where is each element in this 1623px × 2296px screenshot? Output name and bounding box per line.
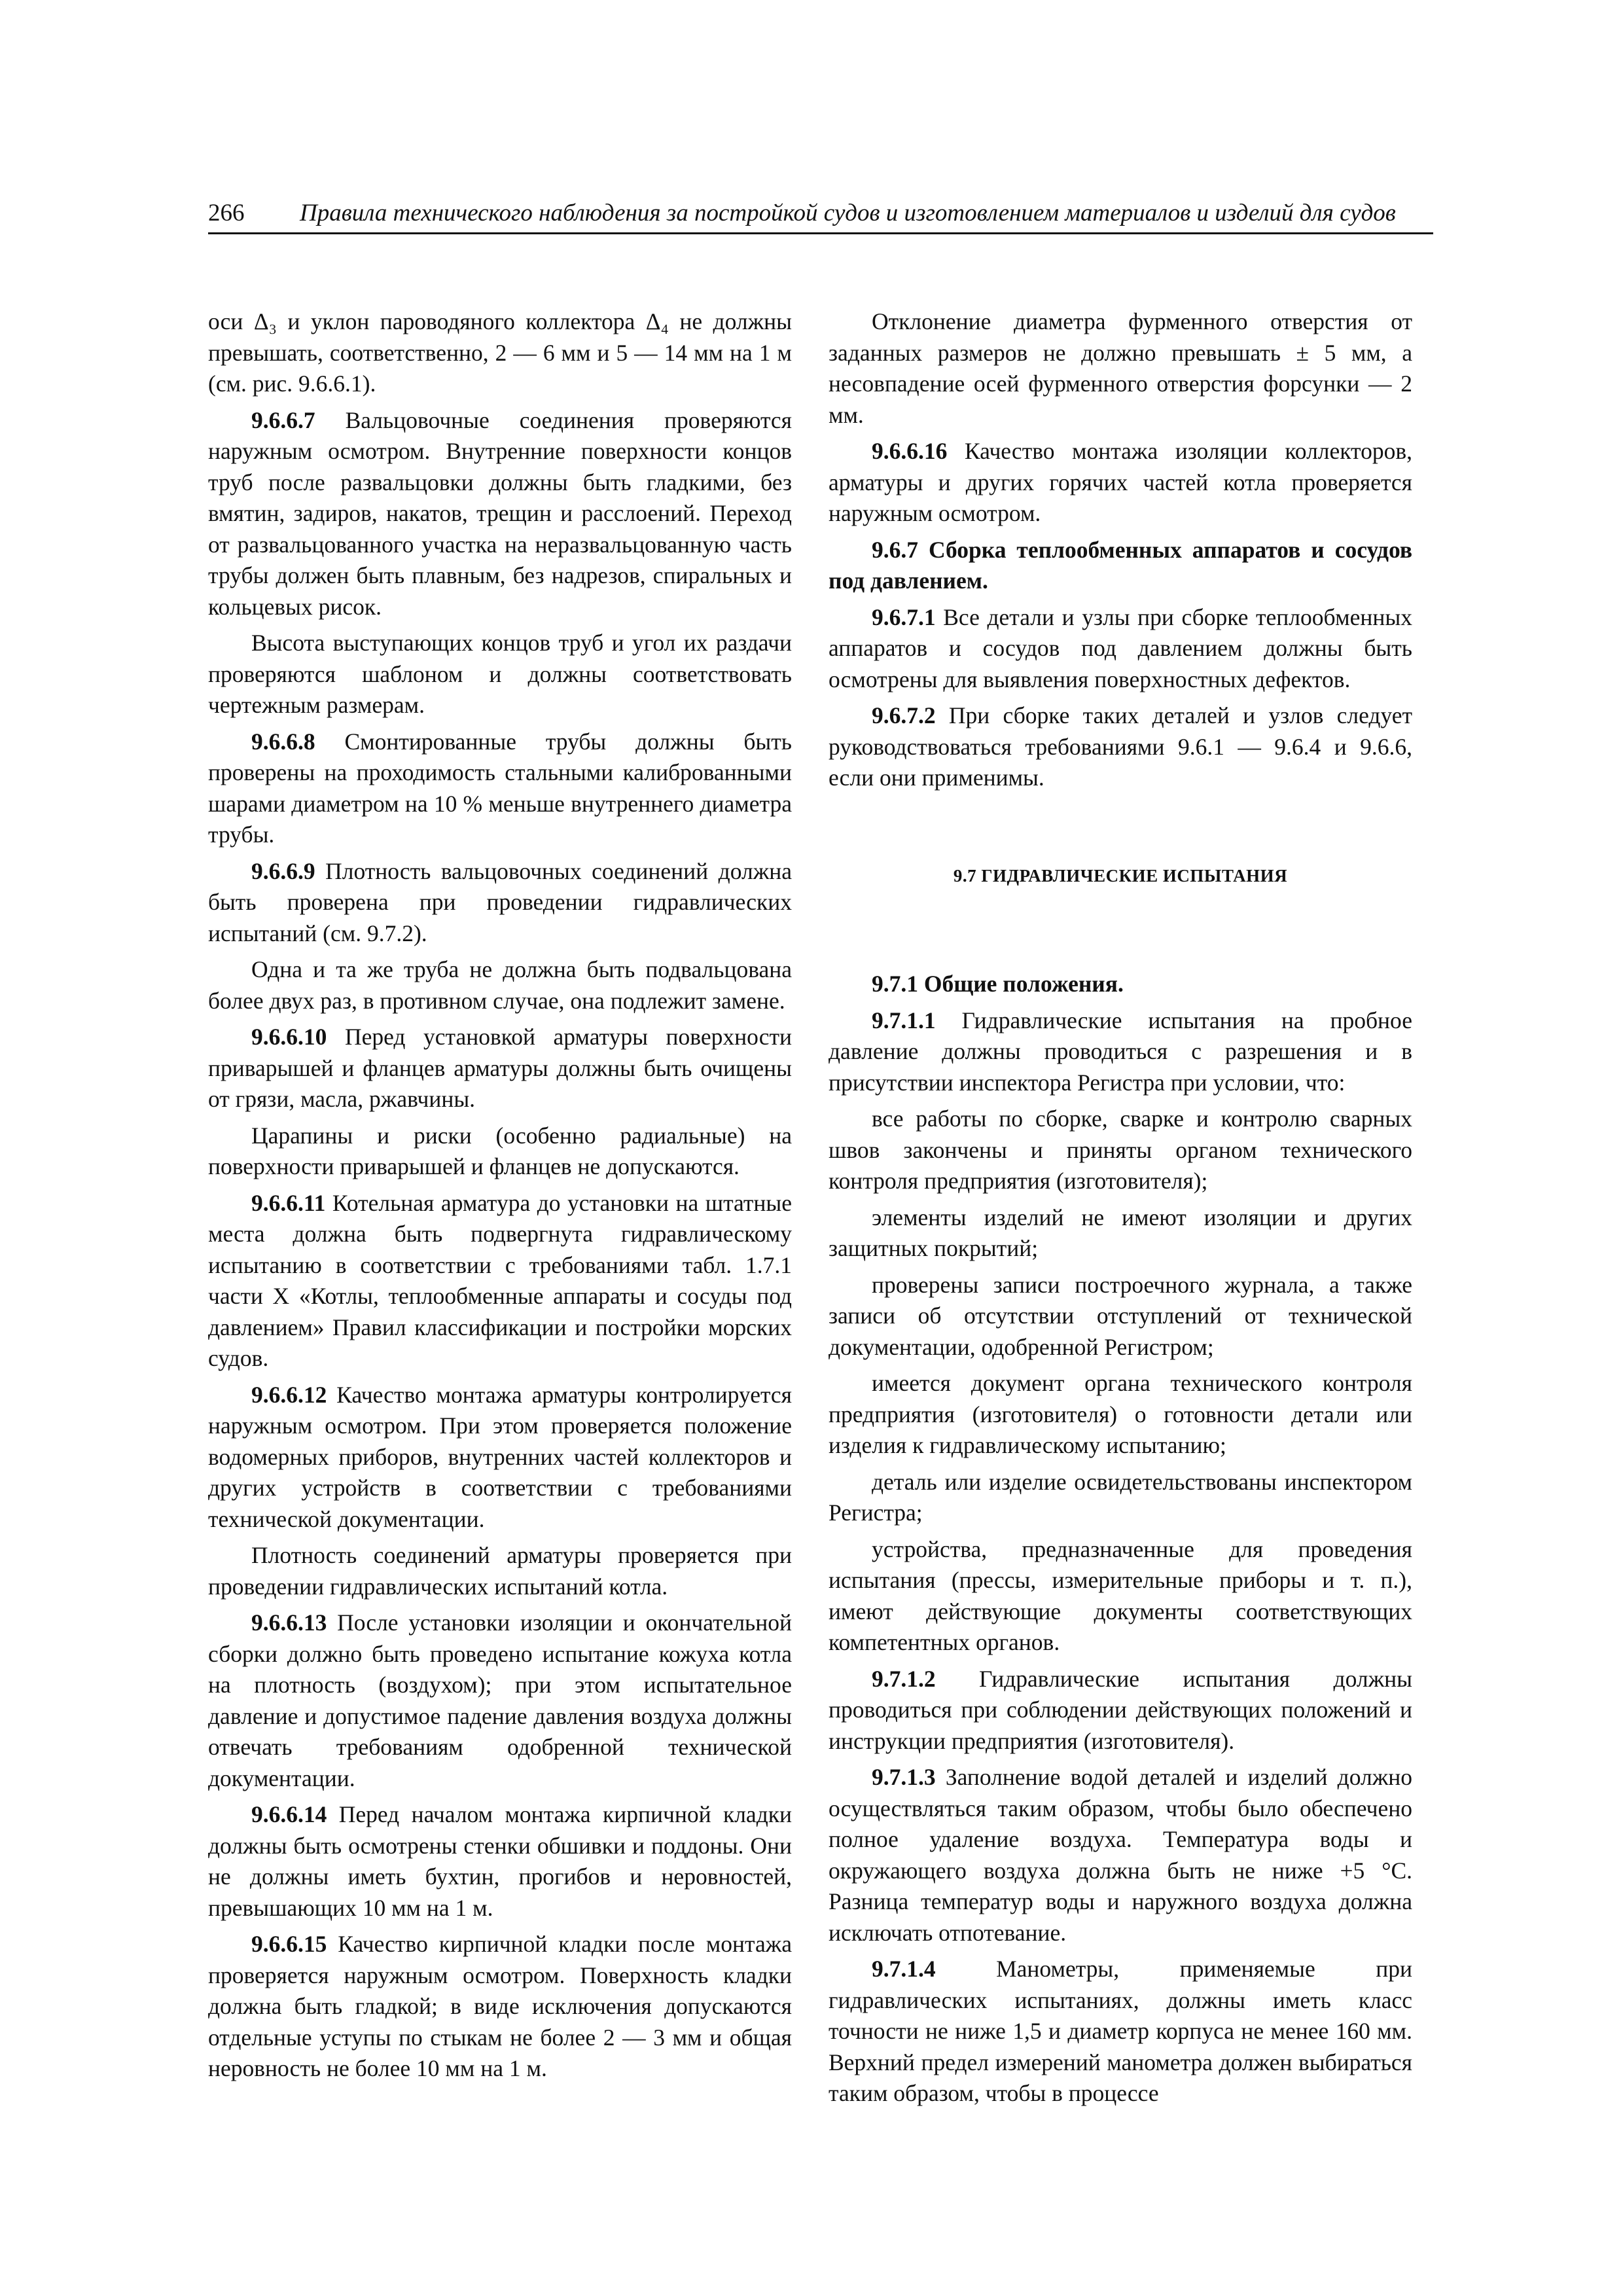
paragraph (829, 700, 1412, 794)
clause-number: 9.6.6.15 (251, 1931, 327, 1957)
paragraph-text: проверены записи построечного журнала, а также записи об отсутствии отступлений от технической документации, одобренной Регистром; (829, 1271, 1412, 1360)
paragraph (829, 602, 1412, 696)
paragraph (208, 1540, 792, 1602)
clause-number: 9.7.1.2 (872, 1665, 936, 1692)
paragraph-text: Заполнение водой деталей и изделий должно осуществляться таким образом, чтобы было обеспечено полное удаление воздуха. Температура воды и окружающего воздуха должна быть не ниже +5 °С. Разница температур воды и наружного воздуха должна исключать отпотевание. (829, 1764, 1412, 1946)
clause-number: 9.7.1.1 (872, 1007, 936, 1033)
paragraph-text: Все детали и узлы при сборке теплообменных аппаратов и сосудов под давлением должны быть осмотрены для выявления поверхностных дефектов. (829, 603, 1412, 692)
paragraph (829, 1202, 1412, 1265)
clause-number: 9.6.6.11 (251, 1189, 326, 1216)
paragraph (829, 969, 1412, 1000)
clause-number: 9.6.7.2 (872, 702, 936, 728)
clause-number: 9.6.7.1 (872, 603, 936, 630)
left-column (208, 306, 792, 2090)
paragraph-text: Вальцовочные соединения проверяются наружным осмотром. Внутренние поверхности концов труб после развальцовки должны быть гладкими, без вмятин, задиров, накатов, трещин и расслоений. Переход от развальцованного участка на неразвальцованную часть трубы должен быть плавным, без надрезов, спиральных и кольцевых рисок. (208, 406, 792, 620)
paragraph-text: Царапины и риски (особенно радиальные) на поверхности приварышей и фланцев не допускаются. (208, 1122, 792, 1179)
paragraph-text: Одна и та же труба не должна быть подвальцована более двух раз, в противном случае, она подлежит замене. (208, 956, 792, 1014)
paragraph-text: Гидравлические испытания на пробное давление должны проводиться с разрешения и в присутствии инспектора Регистра при условии, что: (829, 1007, 1412, 1096)
paragraph (829, 1534, 1412, 1659)
clause-number: 9.6.6.7 (251, 406, 315, 433)
paragraph (829, 1270, 1412, 1363)
paragraph (829, 306, 1412, 431)
paragraph-text: Манометры, применяемые при гидравлических испытаниях, должны иметь класс точности не ниже 1,5 и диаметр корпуса не менее 160 мм. Верхний предел измерений манометра должен выбираться таким образом, чтобы в процессе (829, 1956, 1412, 2106)
paragraph (829, 535, 1412, 597)
paragraph-text: После установки изоляции и окончательной сборки должно быть проведено испытание кожуха котла на плотность (воздухом); при этом испытательное давление и допустимое падение давления воздуха должны отвечать требованиям одобренной технической документации. (208, 1609, 792, 1791)
running-title: Правила технического наблюдения за постройкой судов и изготовлением материалов и изделий для судов (300, 200, 1396, 226)
paragraph (208, 1929, 792, 2085)
clause-number: 9.6.6.8 (251, 728, 315, 755)
paragraph-text: При сборке таких деталей и узлов следует руководствоваться требованиями 9.6.1 — 9.6.4 и 9.6.6, если они применимы. (829, 702, 1412, 791)
paragraph (208, 1022, 792, 1115)
clause-number: 9.7.1 Общие положения. (872, 971, 1124, 997)
header-rule (208, 232, 1433, 234)
paragraph-text: Смонтированные трубы должны быть проверены на проходимость стальными калиброванными шарами диаметром на 10 % меньше внутреннего диаметра трубы. (208, 728, 792, 848)
paragraph (829, 1103, 1412, 1197)
clause-number: 9.7.1.3 (872, 1764, 936, 1790)
paragraph (829, 1368, 1412, 1462)
paragraph (829, 1954, 1412, 2109)
paragraph (208, 1607, 792, 1794)
section-title: 9.7 ГИДРАВЛИЧЕСКИЕ ИСПЫТАНИЯ (953, 865, 1288, 886)
clause-number: 9.6.6.12 (251, 1381, 327, 1408)
paragraph-text: Котельная арматура до установки на штатные места должна быть подвергнута гидравлическому испытанию в соответствии с требованиями табл. 1.7.1 части X «Котлы, теплообменные аппараты и сосуды под давлением» Правил классификации и постройки морских судов. (208, 1189, 792, 1371)
paragraph-text: все работы по сборке, сварке и контролю сварных швов закончены и приняты органом технического контроля предприятия (изготовителя); (829, 1105, 1412, 1194)
page-number: 266 (208, 200, 245, 226)
clause-number: 9.6.7 Сборка теплообменных аппаратов и сосудов под давлением. (829, 536, 1412, 594)
paragraph-text: Плотность соединений арматуры проверяется при проведении гидравлических испытаний котла. (208, 1542, 792, 1600)
clause-number: 9.6.6.14 (251, 1801, 327, 1827)
clause-number: 9.6.6.13 (251, 1609, 327, 1636)
paragraph-text: Перед установкой арматуры поверхности приварышей и фланцев арматуры должны быть очищены от грязи, масла, ржавчины. (208, 1024, 792, 1112)
paragraph (208, 1121, 792, 1183)
clause-number: 9.6.6.16 (872, 438, 948, 464)
paragraph-text: Плотность вальцовочных соединений должна быть проверена при проведении гидравлических испытаний (см. 9.7.2). (208, 857, 792, 946)
paragraph (208, 1799, 792, 1924)
paragraph-text: Перед началом монтажа кирпичной кладки должны быть осмотрены стенки обшивки и поддоны. Они не должны иметь бухтин, прогибов и неровностей, превышающих 10 мм на 1 м. (208, 1801, 792, 1921)
paragraph (208, 954, 792, 1016)
paragraph-text: устройства, предназначенные для проведения испытания (прессы, измерительные приборы и т. п.), имеют действующие документы соответствующих компетентных органов. (829, 1535, 1412, 1655)
paragraph (829, 1762, 1412, 1948)
paragraph (208, 726, 792, 851)
paragraph-text: Качество кирпичной кладки после монтажа проверяется наружным осмотром. Поверхность кладки должна быть гладкой; в виде исключения допускаются отдельные уступы по стыкам не более 2 — 3 мм и общая неровность не более 10 мм на 1 м. (208, 1931, 792, 2081)
right-column-bottom (829, 969, 1412, 2109)
paragraph-text: элементы изделий не имеют изоляции и других защитных покрытий; (829, 1204, 1412, 1261)
paragraph (208, 306, 792, 400)
paragraph-text: имеется документ органа технического контроля предприятия (изготовителя) о готовности детали или изделия к гидравлическому испытанию; (829, 1370, 1412, 1458)
paragraph (208, 405, 792, 623)
clause-number: 9.7.1.4 (872, 1956, 936, 1982)
paragraph-text: Отклонение диаметра фурменного отверстия от заданных размеров не должно превышать ± 5 мм, а несовпадение осей фурменного отверстия форсунки — 2 мм. (829, 308, 1412, 428)
paragraph (829, 1467, 1412, 1529)
right-column-top (829, 306, 1412, 794)
paragraph-text: Высота выступающих концов труб и угол их раздачи проверяются шаблоном и должны соответствовать чертежным размерам. (208, 630, 792, 718)
clause-number: 9.6.6.9 (251, 857, 315, 884)
paragraph (208, 1380, 792, 1535)
clause-number: 9.6.6.10 (251, 1024, 327, 1050)
paragraph (829, 436, 1412, 529)
paragraph (829, 1005, 1412, 1099)
paragraph (829, 1664, 1412, 1757)
right-column (829, 306, 1412, 2115)
page-header (208, 196, 1433, 236)
paragraph-text: деталь или изделие освидетельствованы инспектором Регистра; (829, 1468, 1412, 1526)
paragraph-text: оси Δ₃ и уклон пароводяного коллектора Δ₄ не должны превышать, соответственно, 2 — 6 мм и 5 — 14 мм на 1 м (см. рис. 9.6.6.1). (208, 308, 792, 397)
paragraph (208, 856, 792, 950)
paragraph (208, 1188, 792, 1374)
paragraph-text: Качество монтажа арматуры контролируется наружным осмотром. При этом проверяется положение водомерных приборов, внутренних частей коллекторов и других устройств в соответствии с требованиями технической документации. (208, 1381, 792, 1532)
paragraph-text: Качество монтажа изоляции коллекторов, арматуры и других горячих частей котла проверяется наружным осмотром. (829, 438, 1412, 526)
paragraph-text: Гидравлические испытания должны проводиться при соблюдении действующих положений и инструкции предприятия (изготовителя). (829, 1665, 1412, 1754)
paragraph (208, 628, 792, 721)
